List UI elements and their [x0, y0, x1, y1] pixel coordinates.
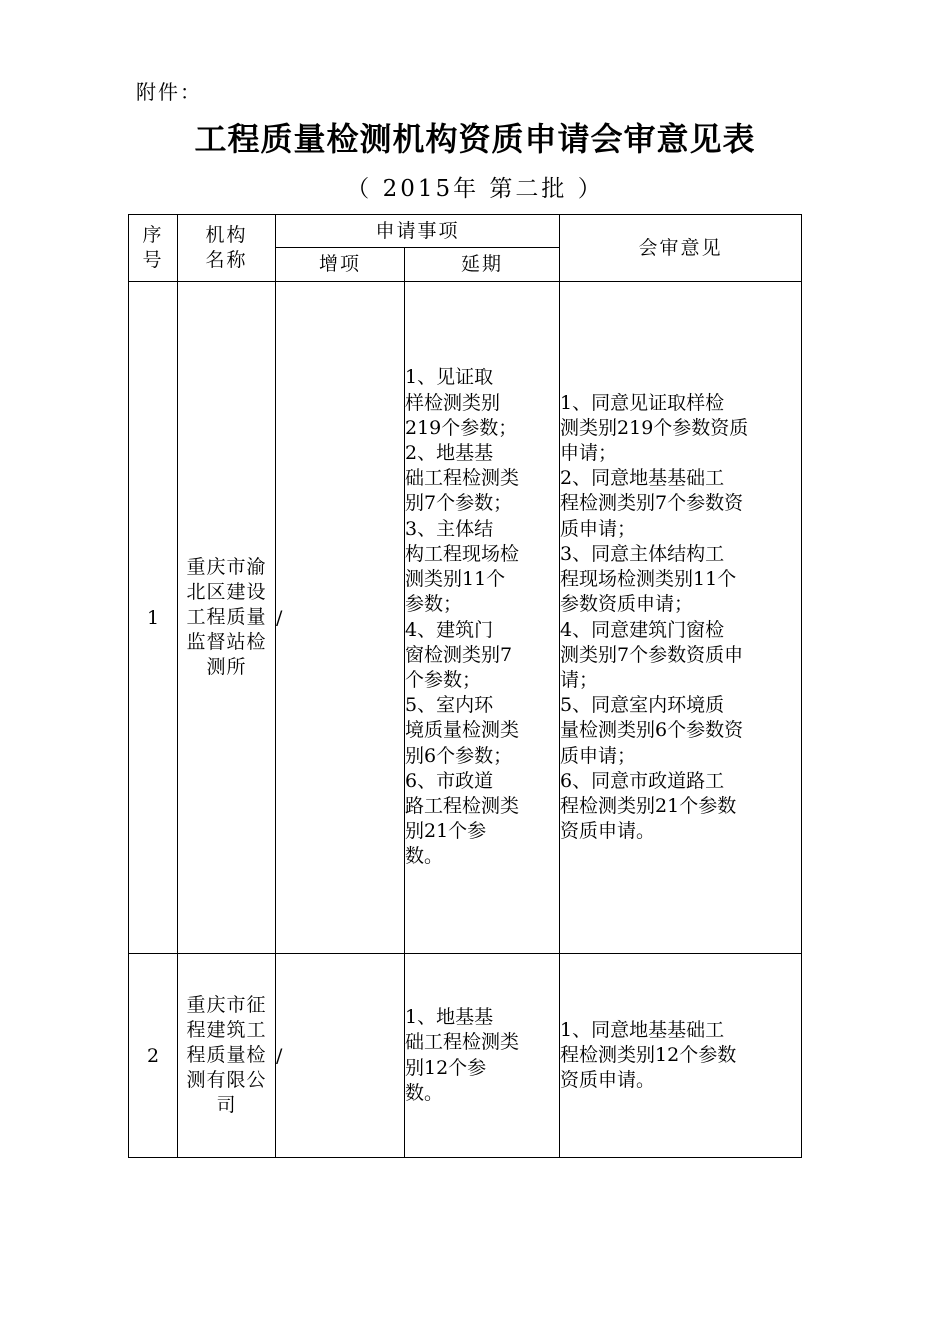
row-org-name: 重庆市征程建筑工程质量检测有限公司	[178, 954, 276, 1158]
col-org-header: 机构 名称	[178, 215, 276, 282]
row-add-items: /	[276, 954, 405, 1158]
document-subtitle: （ 2015年 第二批 ）	[346, 176, 604, 202]
row-extend-items: 1、见证取 样检测类别 219个参数； 2、地基基 础工程检测类 别7个参数； 3、主体结 构工程现场检 测类别11个 参数； 4、建筑门 窗检测类别7 个参数； 5、室内环 境质量检测类 别6个参数； 6、市政道 路工程检测类 别21个参 数。	[405, 282, 560, 954]
row-opinion: 1、同意地基基础工 程检测类别12个参数 资质申请。	[560, 954, 802, 1158]
review-table	[128, 214, 802, 1158]
row-org-name: 重庆市渝北区建设工程质量监督站检测所	[178, 282, 276, 954]
table-row	[129, 954, 802, 1158]
row-seq: 2	[129, 954, 178, 1158]
row-seq: 1	[129, 282, 178, 954]
col-extend-header: 延期	[405, 248, 560, 282]
row-extend-items: 1、地基基 础工程检测类 别12个参 数。	[405, 954, 560, 1158]
row-opinion: 1、同意见证取样检 测类别219个参数资质 申请； 2、同意地基基础工 程检测类别7个参数资 质申请； 3、同意主体结构工 程现场检测类别11个 参数资质申请； 4、同意建筑门窗检 测类别7个参数资质申 请； 5、同意室内环境质 量检测类别6个参数资 质申请； 6、同意市政道路工 程检测类别21个参数 资质申请。	[560, 282, 802, 954]
col-add-header: 增项	[276, 248, 405, 282]
row-add-items: /	[276, 282, 405, 954]
header-row	[129, 215, 802, 248]
attachment-label: 附件：	[136, 80, 202, 104]
col-seq-header: 序 号	[129, 215, 178, 282]
col-application-header: 申请事项	[276, 215, 560, 248]
col-opinion-header: 会审意见	[560, 215, 802, 282]
document-title: 工程质量检测机构资质申请会审意见表	[194, 120, 756, 158]
table-row	[129, 282, 802, 954]
